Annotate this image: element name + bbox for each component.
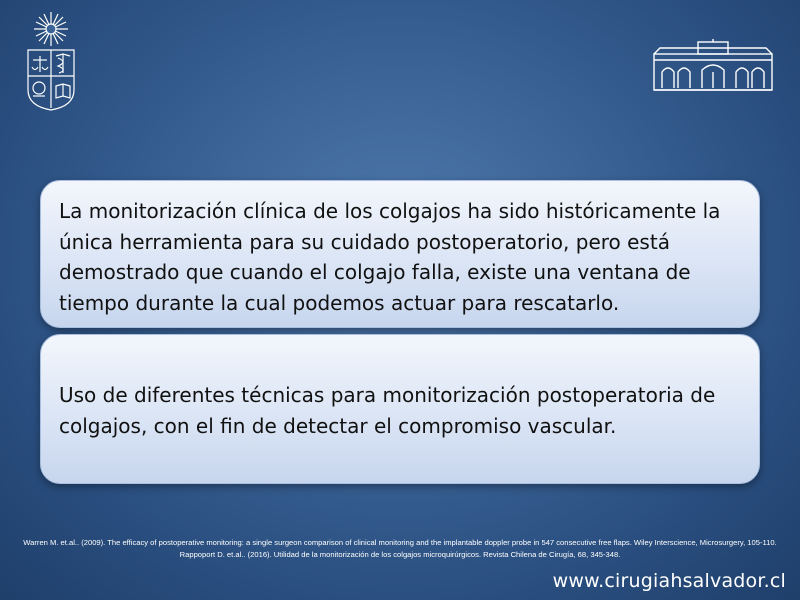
content-box-primary — [40, 180, 760, 328]
box1-text: La monitorización clínica de los colgajos ha sido históricamente la única herramienta para su cuidado postoperatorio, pero está demostrado que cuando el colgajo falla, existe una ventana de tiempo durante la cual podemos actuar para rescatarlo. — [59, 199, 721, 315]
reference-1: Warren M. et.al.. (2009). The efficacy of postoperative monitoring: a single surgeon comparison of clinical monitoring and the implantable doppler probe in 547 consecutive free flaps. Wiley Interscience, Microsurgery, 105-110. — [23, 538, 777, 547]
university-crest-icon — [22, 10, 80, 112]
references — [14, 538, 786, 560]
box2-text: Uso de diferentes técnicas para monitorización postoperatoria de colgajos, con el fin de detectar el compromiso vascular. — [59, 383, 716, 438]
reference-2: Rappoport D. et.al.. (2016). Utilidad de la monitorización de los colgajos microquirúrgicos. Revista Chilena de Cirugía, 68, 345-348. — [179, 550, 621, 559]
hospital-building-icon — [652, 38, 774, 92]
content-box-secondary — [40, 334, 760, 484]
website-url: www.cirugiahsalvador.cl — [552, 570, 786, 592]
